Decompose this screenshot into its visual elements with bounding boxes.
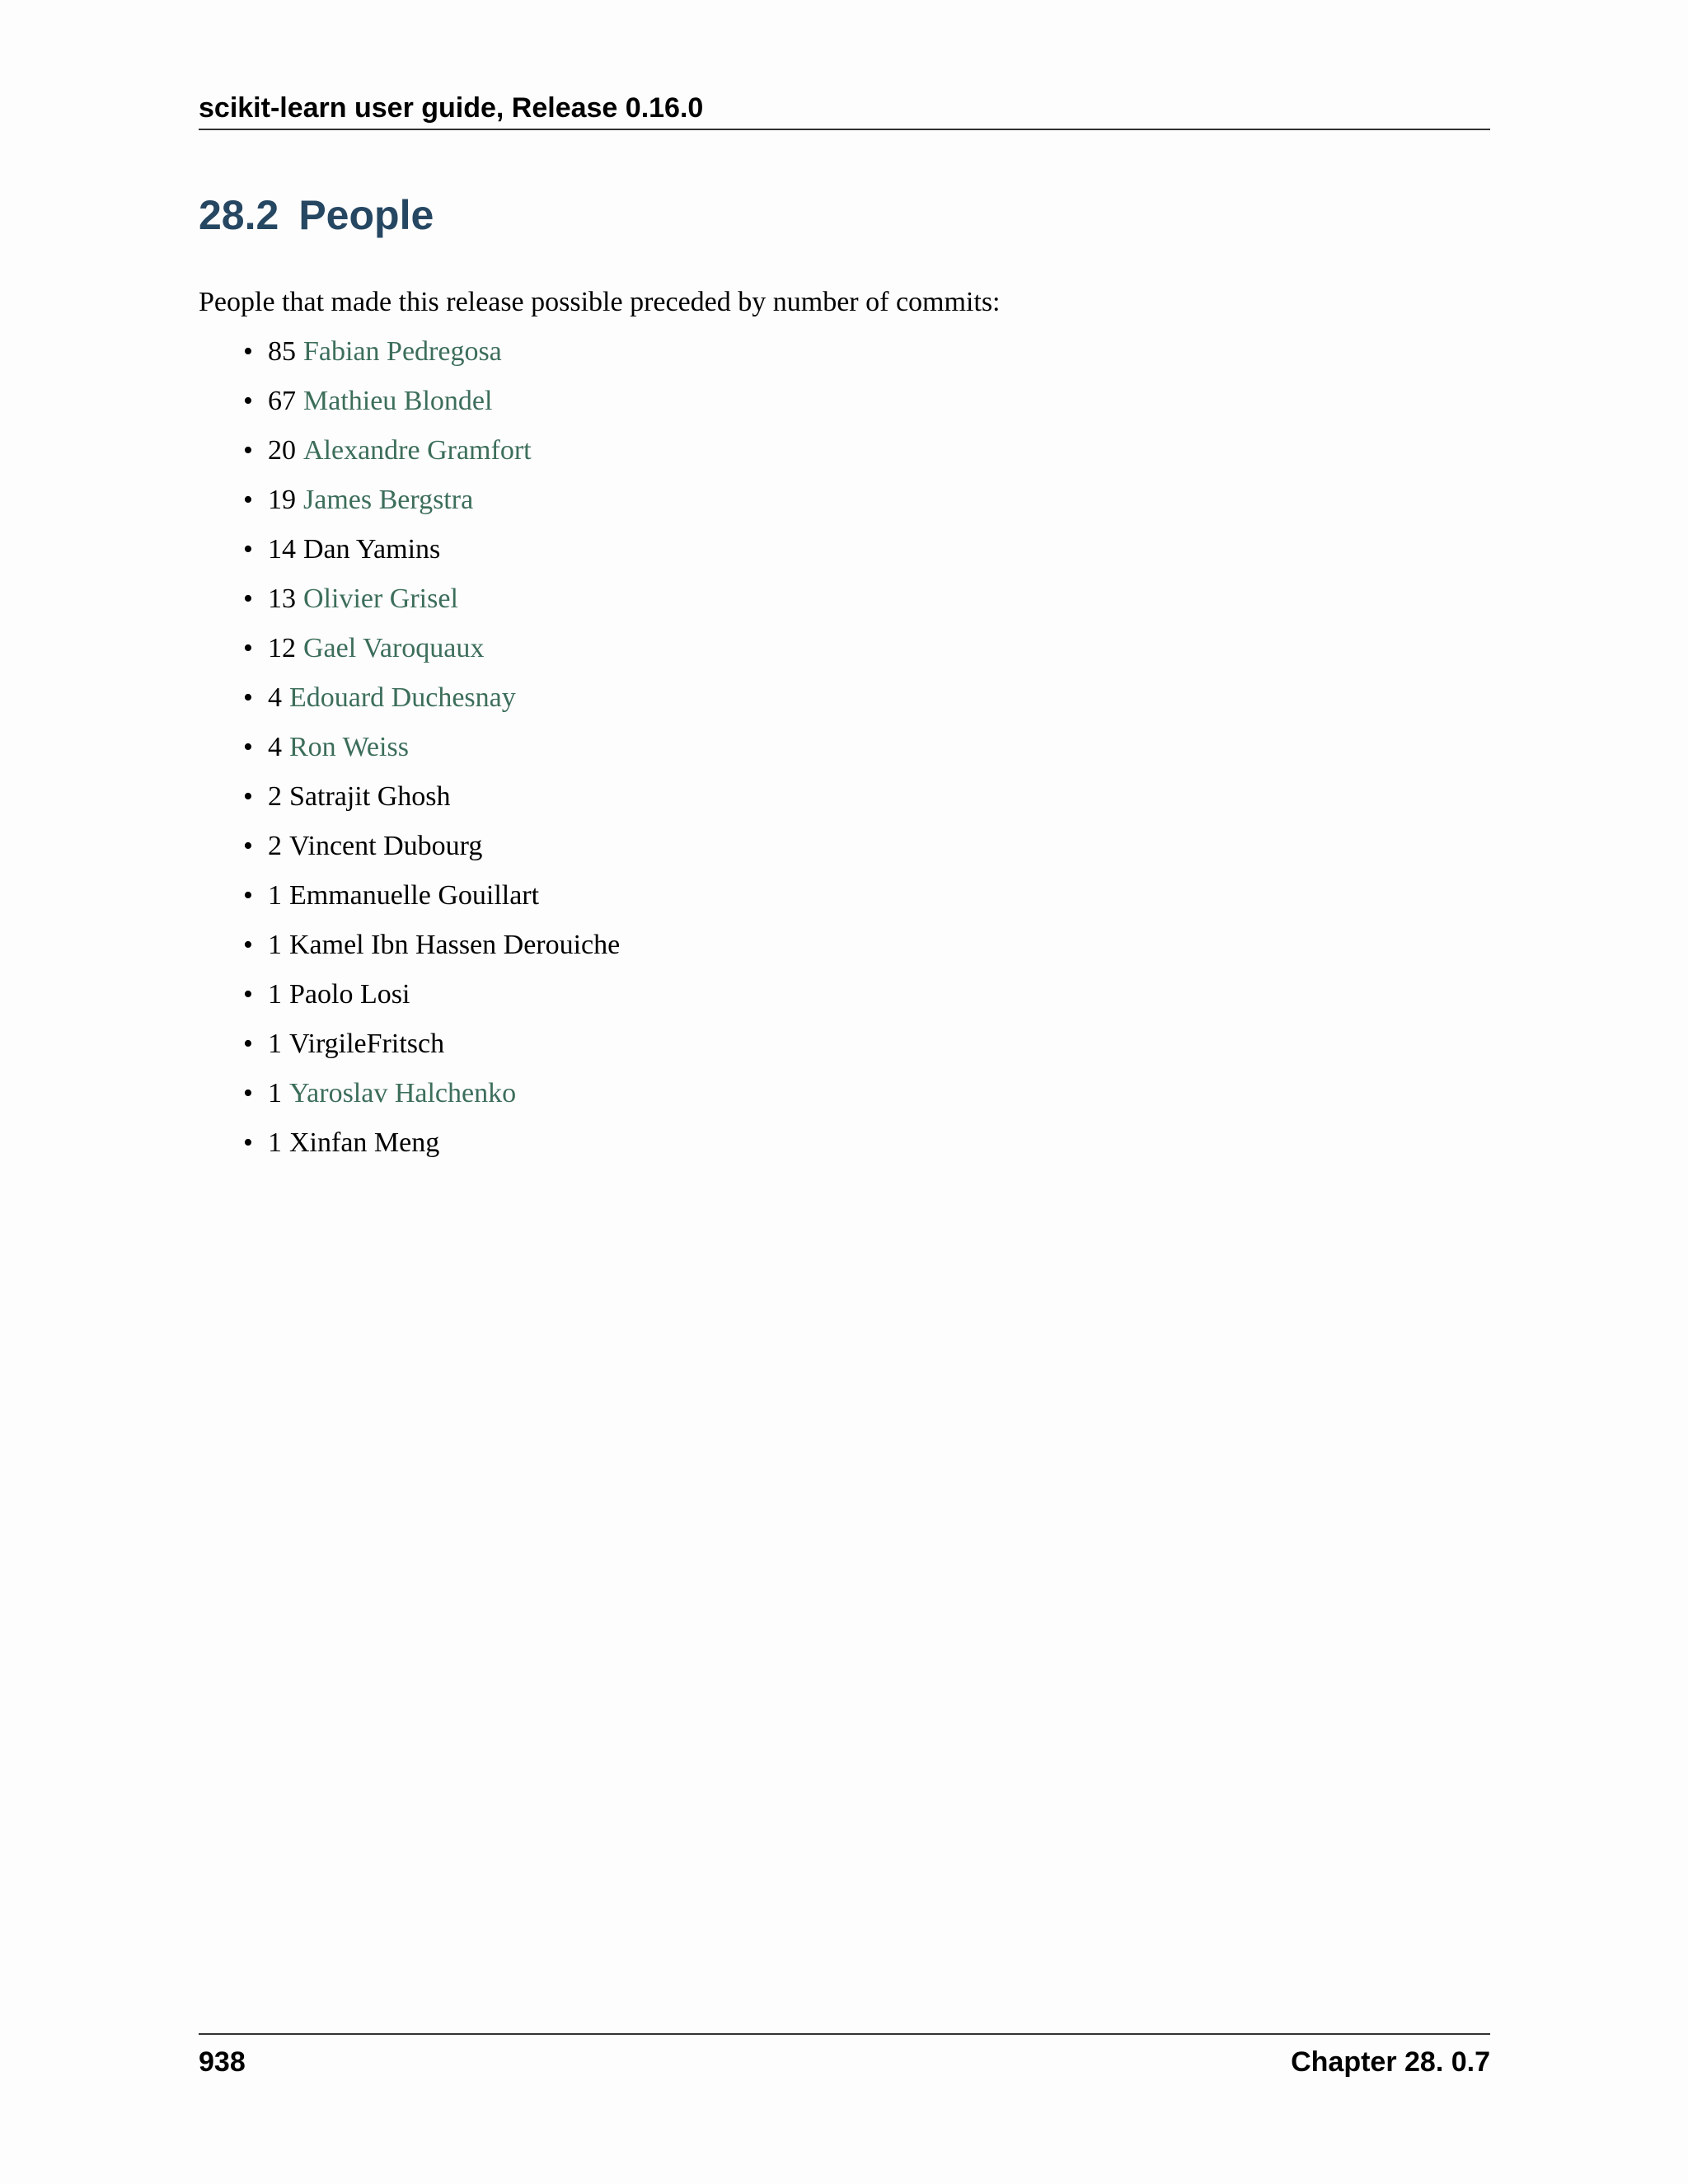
bullet-icon: • [243,781,253,812]
contributor-link[interactable]: Yaroslav Halchenko [289,1078,517,1108]
bullet-icon: • [243,386,253,416]
contributor-name: VirgileFritsch [289,1029,445,1059]
contributor-link[interactable]: Olivier Grisel [303,583,458,614]
chapter-label: Chapter 28. 0.7 [1291,2046,1490,2078]
contributor-link[interactable]: James Bergstra [303,485,474,515]
list-item [243,733,409,762]
commit-count: 1 [268,930,282,960]
commit-count: 1 [268,1127,282,1158]
list-item [243,585,458,613]
list-item [243,635,484,663]
commit-count: 67 [268,386,296,416]
commit-count: 1 [268,979,282,1010]
bullet-icon: • [243,583,253,614]
bullet-icon: • [243,336,253,367]
bullet-icon: • [243,831,253,861]
contributor-link[interactable]: Mathieu Blondel [303,386,493,416]
contributor-name: Satrajit Ghosh [289,781,451,812]
commit-count: 1 [268,880,282,911]
bullet-icon: • [243,930,253,960]
list-item [243,1030,444,1058]
contributor-name: Dan Yamins [303,534,441,565]
commit-count: 2 [268,781,282,812]
bullet-icon: • [243,1078,253,1108]
contributor-link[interactable]: Edouard Duchesnay [289,682,516,713]
bullet-icon: • [243,732,253,762]
list-item [243,536,440,564]
section-title: People [298,192,434,238]
commit-count: 4 [268,682,282,713]
commit-count: 85 [268,336,296,367]
bullet-icon: • [243,880,253,911]
list-item [243,1129,439,1157]
intro-paragraph: People that made this release possible preceded by number of commits: [199,287,1001,317]
contributor-link[interactable]: Ron Weiss [289,732,409,762]
list-item [243,981,410,1009]
bullet-icon: • [243,979,253,1010]
commit-count: 19 [268,485,296,515]
bullet-icon: • [243,435,253,466]
running-header-title: scikit-learn user guide, Release 0.16.0 [199,92,704,124]
list-item [243,437,532,465]
page-number: 938 [199,2046,246,2078]
commit-count: 13 [268,583,296,614]
commit-count: 1 [268,1078,282,1108]
contributor-name: Vincent Dubourg [289,831,483,861]
contributor-link[interactable]: Fabian Pedregosa [303,336,502,367]
contributor-name: Paolo Losi [289,979,410,1010]
bullet-icon: • [243,534,253,565]
list-item [243,338,502,366]
section-number: 28.2 [199,192,279,238]
list-item [243,882,539,910]
commit-count: 1 [268,1029,282,1059]
list-item [243,387,492,415]
bullet-icon: • [243,1029,253,1059]
running-header [199,89,1490,130]
commit-count: 2 [268,831,282,861]
contributor-name: Xinfan Meng [289,1127,440,1158]
contributor-link[interactable]: Alexandre Gramfort [303,435,532,466]
list-item [243,486,473,514]
commit-count: 12 [268,633,296,663]
bullet-icon: • [243,485,253,515]
running-footer [199,2033,1490,2084]
list-item [243,684,516,712]
list-item [243,783,450,811]
list-item [243,931,620,959]
commit-count: 4 [268,732,282,762]
contributor-name: Kamel Ibn Hassen Derouiche [289,930,621,960]
list-item [243,832,482,860]
contributor-name: Emmanuelle Gouillart [289,880,540,911]
contributor-link[interactable]: Gael Varoquaux [303,633,485,663]
list-item [243,1080,516,1108]
commit-count: 14 [268,534,296,565]
bullet-icon: • [243,633,253,663]
commit-count: 20 [268,435,296,466]
bullet-icon: • [243,1127,253,1158]
bullet-icon: • [243,682,253,713]
section-heading [199,194,434,236]
